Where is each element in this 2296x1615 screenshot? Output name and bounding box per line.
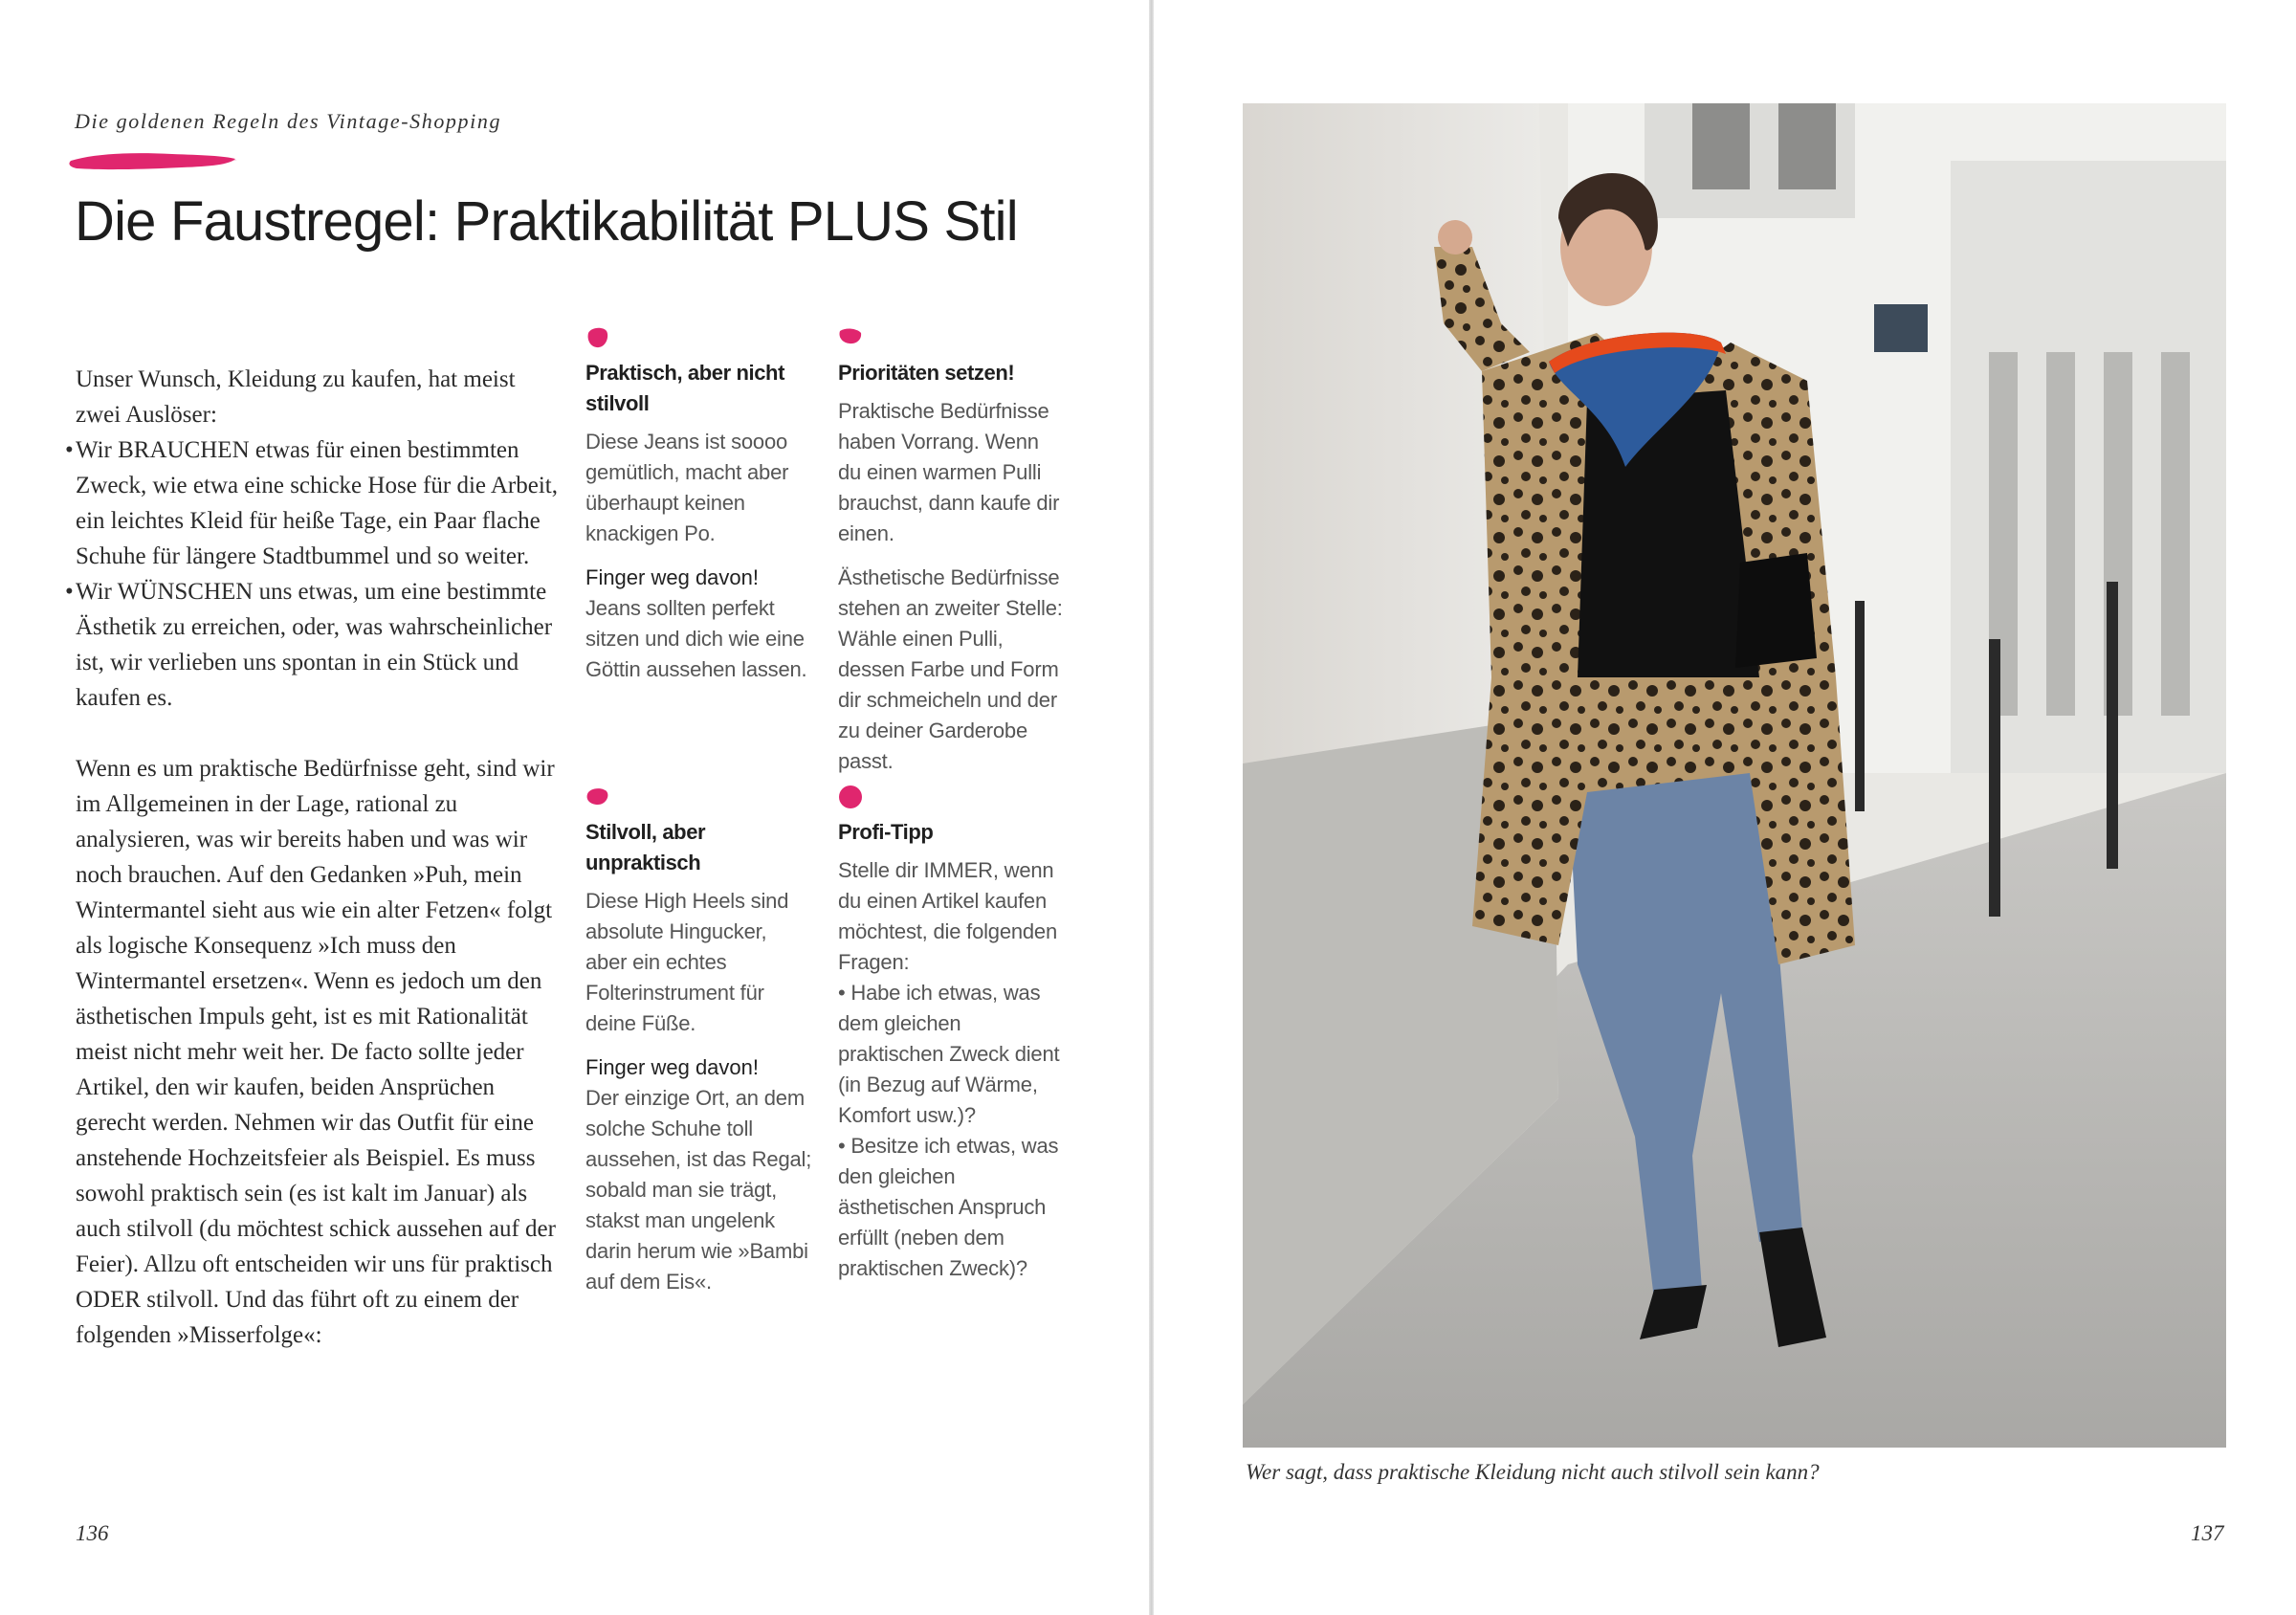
tip-subtext: Jeans sollten perfekt sitzen und dich wie eine Göttin aussehen lassen. bbox=[585, 596, 807, 681]
tip-heading: Stilvoll, aber unpraktisch bbox=[585, 820, 706, 874]
intro-paragraph: Unser Wunsch, Kleidung zu kaufen, hat meist zwei Auslöser: bbox=[76, 366, 516, 428]
running-head: Die goldenen Regeln des Vintage-Shopping bbox=[75, 109, 502, 133]
reasons-list bbox=[65, 432, 563, 716]
tip-heading: Prioritäten setzen! bbox=[838, 361, 1015, 385]
body-text bbox=[65, 362, 563, 1353]
street-fashion-photo bbox=[1243, 103, 2226, 1448]
list-item bbox=[65, 432, 563, 574]
list-item-text: Wir WÜNSCHEN uns etwas, um eine bestimmte Ästhetik zu erreichen, oder, was wahrscheinlicher ist, wir verlieben uns spontan in ein Stück und kaufen es. bbox=[76, 579, 553, 711]
tip-heading: Praktisch, aber nicht stilvoll bbox=[585, 361, 785, 415]
pink-blot-icon bbox=[585, 325, 610, 350]
pink-brush-stroke bbox=[67, 147, 239, 174]
tip-text: Stelle dir IMMER, wenn du einen Artikel kaufen möchtest, die folgenden Fragen: bbox=[838, 858, 1057, 974]
tip-heading: Profi-Tipp bbox=[838, 820, 934, 844]
pink-blot-icon bbox=[838, 325, 863, 350]
tip-subheading: Finger weg davon! bbox=[585, 565, 759, 589]
tip-stylish-not-practical bbox=[585, 785, 813, 1297]
photo-caption: Wer sagt, dass praktische Kleidung nicht auch stilvoll sein kann? bbox=[1246, 1460, 1820, 1484]
tip-question: • Habe ich etwas, was dem gleichen praktischen Zweck dient (in Bezug auf Wärme, Komfort usw.)? bbox=[838, 981, 1060, 1127]
tip-practical-not-stylish bbox=[585, 325, 813, 685]
pink-dot-icon bbox=[838, 785, 863, 809]
bullet-icon: • bbox=[65, 579, 74, 605]
page-number: 136 bbox=[76, 1521, 109, 1545]
tip-subtext: Der einzige Ort, an dem solche Schuhe toll aussehen, ist das Regal; sobald man sie trägt, stakst man ungelenk darin herum wie »Bambi auf dem Eis«. bbox=[585, 1086, 812, 1294]
main-paragraph: Wenn es um praktische Bedürfnisse geht, sind wir im Allgemeinen in der Lage, rational zu analysieren, was wir bereits haben und was wir noch brauchen. Auf den Gedanken »Puh, mein Wintermantel sieht aus wie ein alter Fetzen« folgt als logische Konsequenz »Ich muss den Wintermantel ersetzen«. Wenn es jedoch um den ästhetischen Impuls geht, ist es mit Rationalität meist nicht mehr weit her. De facto sollte jeder Artikel, den wir kaufen, beiden Ansprüchen gerecht werden. Nehmen wir das Outfit für eine anstehende Hochzeitsfeier als Beispiel. Es muss sowohl praktisch sein (es ist kalt im Januar) als auch stilvoll (du möchtest schick aussehen auf der Feier). Allzu oft entscheiden wir uns für praktisch ODER stilvoll. Und das führt oft zu einem der folgenden »Misserfolge«: bbox=[76, 756, 556, 1348]
tip-priorities bbox=[838, 325, 1066, 777]
tip-text: Praktische Bedürfnisse haben Vorrang. Wenn du einen warmen Pulli brauchst, dann kaufe dir einen. bbox=[838, 399, 1060, 545]
bullet-icon: • bbox=[65, 437, 74, 463]
page-number: 137 bbox=[2191, 1521, 2224, 1545]
tip-pro bbox=[838, 785, 1066, 1284]
list-item bbox=[65, 574, 563, 716]
tip-question: • Besitze ich etwas, was den gleichen ästhetischen Anspruch erfüllt (neben dem praktischen Zweck)? bbox=[838, 1134, 1059, 1280]
tip-text: Diese Jeans ist soooo gemütlich, macht aber überhaupt keinen knackigen Po. bbox=[585, 430, 789, 545]
tip-text-2: Ästhetische Bedürfnisse stehen an zweiter Stelle: Wähle einen Pulli, dessen Farbe und Form dir schmeicheln und der zu deiner Garderobe passt. bbox=[838, 565, 1063, 773]
list-item-text: Wir BRAUCHEN etwas für einen bestimmten Zweck, wie etwa eine schicke Hose für die Arbeit, ein leichtes Kleid für heiße Tage, ein Paar flache Schuhe für längere Stadtbummel und so weiter. bbox=[76, 437, 558, 569]
pink-blot-icon bbox=[585, 785, 610, 809]
page-title: Die Faustregel: Praktikabilität PLUS Stil bbox=[75, 190, 1018, 253]
tip-subheading: Finger weg davon! bbox=[585, 1055, 759, 1079]
tip-text: Diese High Heels sind absolute Hingucker, aber ein echtes Folterinstrument für deine Füße. bbox=[585, 889, 789, 1035]
